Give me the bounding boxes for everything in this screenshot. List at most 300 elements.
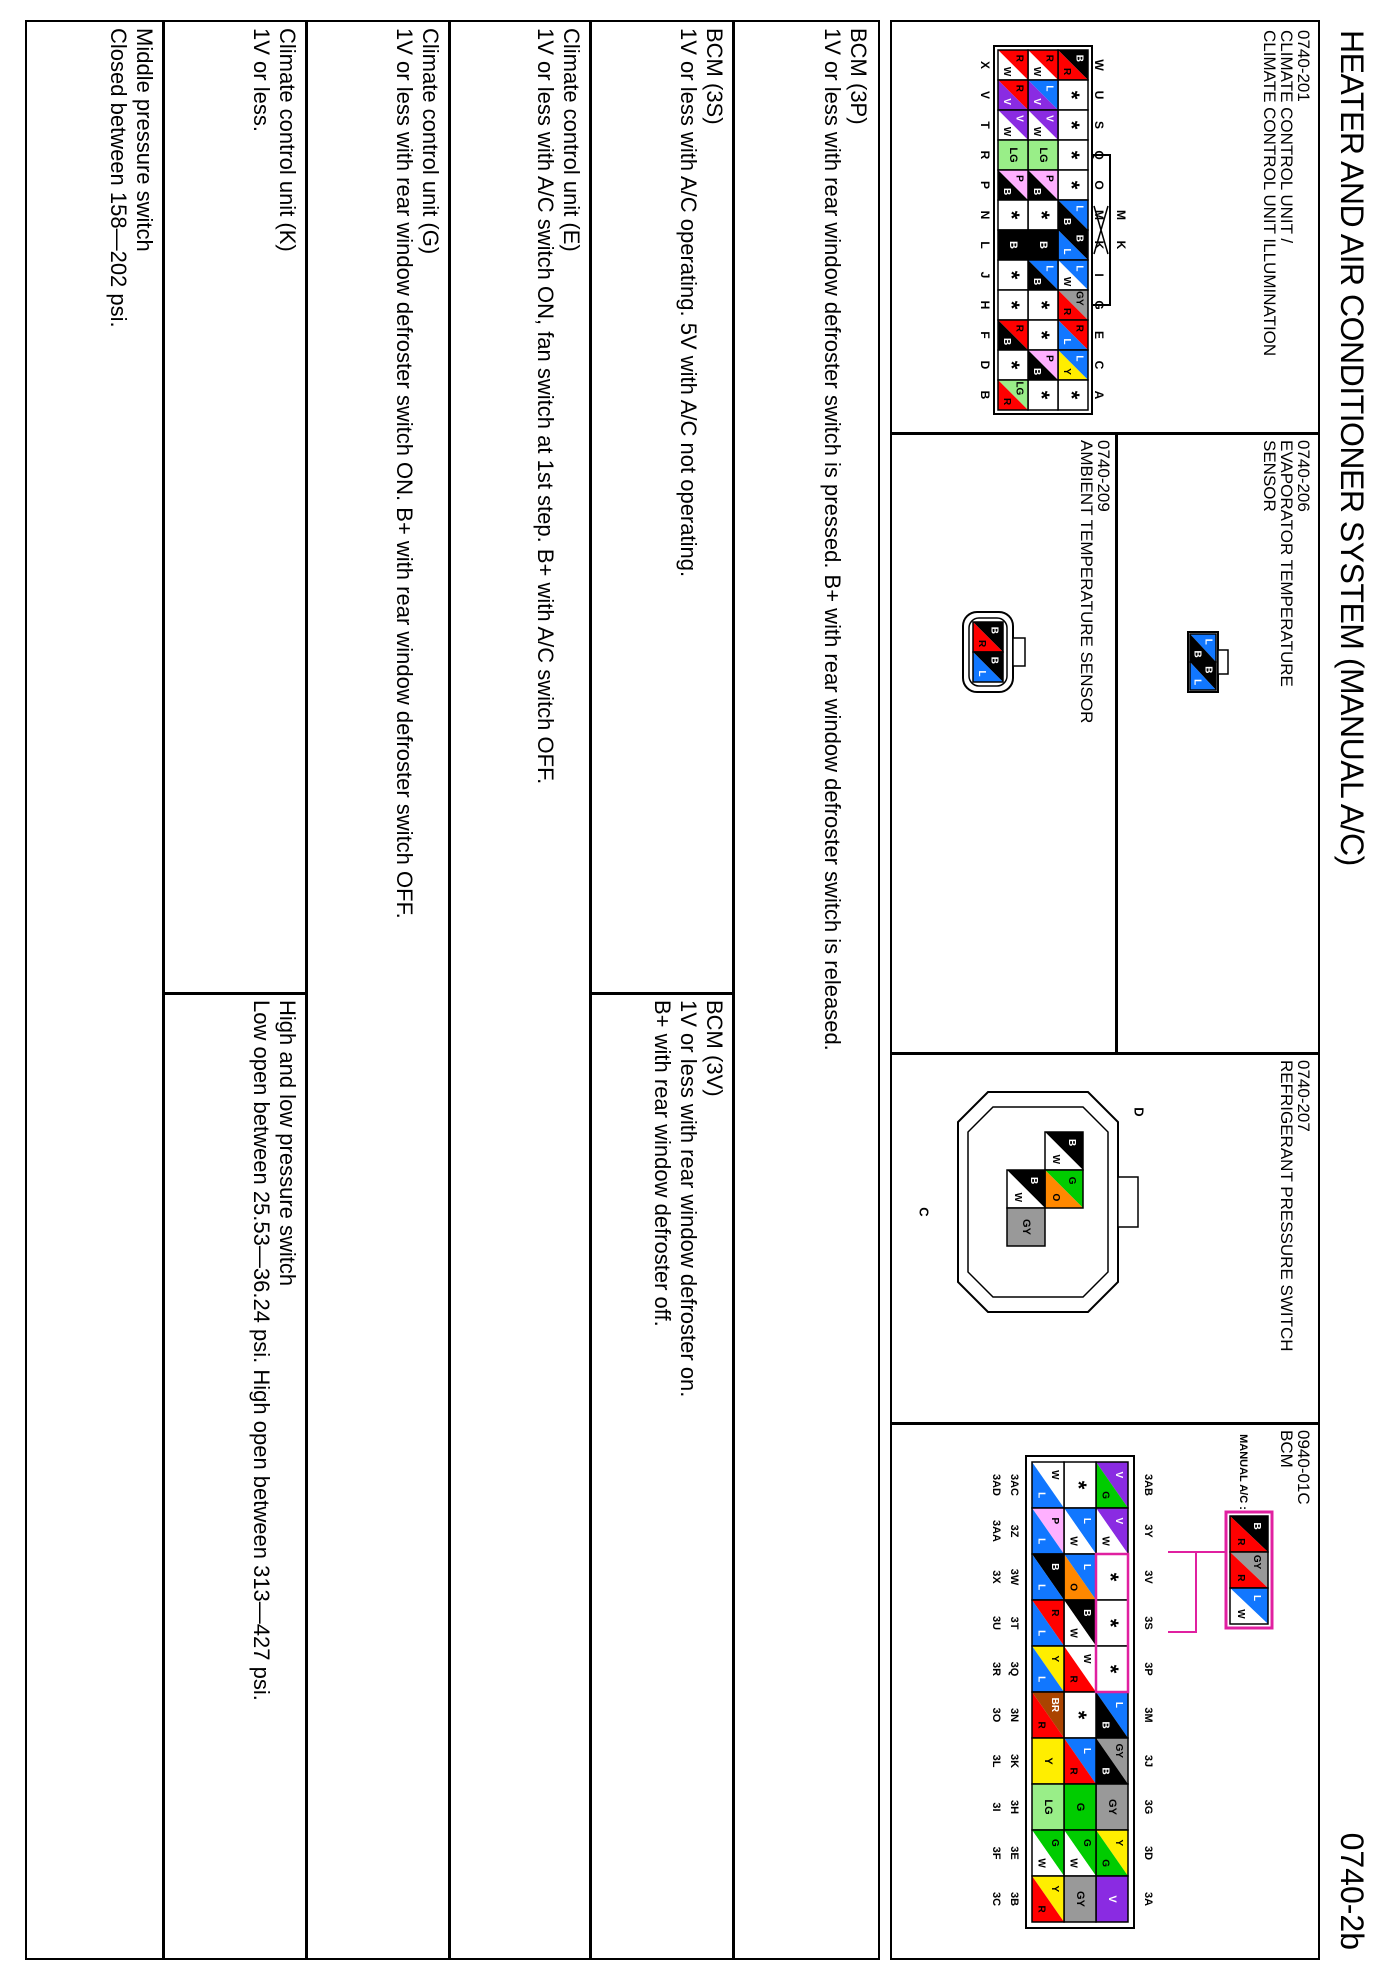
note-high-low-switch-body: Low open between 25.53—36.24 psi. High open between 313—427 psi. (249, 1000, 274, 1701)
terminal-cell (1028, 80, 1058, 110)
wire-stripe-label: W (1067, 1858, 1079, 1868)
bcm-pin-label: 3D (1142, 1845, 1155, 1861)
connector-201-code: 0740-201 (1294, 30, 1313, 102)
terminal-cell (1058, 290, 1088, 320)
bcm-pin-label: 3B (1008, 1891, 1021, 1907)
bcm-pin-label: 3A (1142, 1891, 1155, 1907)
wire-color-label: R (1073, 324, 1085, 333)
wire-stripe-label: L (1035, 1538, 1047, 1545)
wire-color-label: B (1027, 1177, 1039, 1185)
empty-terminal-mark: * (999, 210, 1025, 220)
wire-color-label: L (1073, 205, 1085, 212)
wire-stripe-label: L (975, 670, 987, 677)
wire-stripe-label: W (1030, 126, 1042, 137)
terminal-cell (1058, 80, 1088, 110)
wire-stripe-label: W (1049, 1154, 1061, 1165)
pin-label-c: C (916, 1207, 932, 1217)
terminal-cell (1064, 1600, 1096, 1646)
wire-stripe-label: V (1030, 98, 1042, 105)
wire-color-label: G (1065, 1176, 1077, 1185)
wire-color-label: GY (1074, 1891, 1087, 1907)
note-bcm-3s-body: 1V or less with A/C operating. 5V with A/C not operating. (676, 28, 701, 578)
bcm-pin-label: 3P (1142, 1662, 1155, 1676)
bcm-pin-label: 3O (990, 1707, 1003, 1723)
wire-stripe-label: W (1067, 1628, 1079, 1638)
terminal-cell (998, 200, 1028, 230)
page-title: HEATER AND AIR CONDITIONER SYSTEM (MANUAL A/C) (1334, 30, 1370, 866)
pin-row1-label: K (1091, 240, 1106, 250)
wire-color-label: R (1013, 54, 1025, 63)
terminal-cell (998, 110, 1028, 140)
empty-terminal-mark: * (1029, 210, 1055, 220)
bcm-pin-label: 3S (1142, 1616, 1155, 1630)
terminal-cell (1058, 200, 1088, 230)
terminal-cell (1058, 260, 1088, 290)
wire-color-label: B (988, 626, 1000, 635)
wire-color-label: B (1080, 1609, 1092, 1617)
wire-color-label: G (1080, 1838, 1092, 1847)
wire-color-label: LG (1042, 1799, 1055, 1815)
terminal-cell (1028, 350, 1058, 380)
note-middle-switch-title: Middle pressure switch (132, 28, 157, 252)
bcm-pin-label: 3AD (990, 1473, 1003, 1497)
wire-stripe-label: B (1000, 337, 1012, 346)
wire-color-label: GY (1106, 1799, 1119, 1815)
pin-row1-label: A (1091, 390, 1106, 400)
bcm-pin-label: 3N (1008, 1707, 1021, 1723)
connector-206-code: 0740-206 (1294, 440, 1313, 512)
bcm-pin-label: 3X (990, 1570, 1003, 1584)
wire-color-label: L (1250, 1595, 1262, 1602)
wire-stripe-label: W (1030, 66, 1042, 77)
terminal-cell (1032, 1738, 1064, 1784)
connector-201-diagram (888, 42, 1128, 432)
wire-color-label: L (1043, 265, 1055, 272)
terminal-cell (1096, 1508, 1128, 1554)
pin-row1-label: Q (1091, 150, 1106, 160)
pin-row3-label: H (977, 300, 992, 310)
wire-color-label: GY (1073, 291, 1085, 306)
note-ccu-k-body: 1V or less. (249, 28, 274, 132)
pin-row1-label: I (1091, 273, 1106, 277)
page-number: 0740-2b (1334, 1832, 1370, 1950)
wire-stripe-label: Y (1060, 368, 1072, 375)
terminal-cell (998, 80, 1028, 110)
empty-terminal-mark: * (1059, 150, 1085, 160)
wire-stripe-label: W (1060, 276, 1072, 287)
terminal-cell (1028, 50, 1058, 80)
empty-terminal-mark: * (999, 270, 1025, 280)
wire-stripe-label: G (1099, 1491, 1111, 1500)
wire-stripe-label: R (1234, 1574, 1246, 1582)
terminal-cell (1032, 1692, 1064, 1738)
note-ccu-g-body: 1V or less with rear window defroster switch ON. B+ with rear window defroster switch OFF. (392, 28, 417, 919)
connector-201-name: CLIMATE CONTROL UNIT / (1277, 30, 1296, 244)
terminal-cell (1028, 110, 1058, 140)
wire-stripe-label: V (1000, 98, 1012, 105)
terminal-cell (1064, 1876, 1096, 1922)
terminal-cell (973, 652, 1003, 682)
terminal-cell (1058, 350, 1088, 380)
terminal-cell (1007, 1170, 1045, 1208)
terminal-cell (1028, 230, 1058, 260)
pin-row1-label: G (1091, 300, 1106, 310)
connector-207-name: REFRIGERANT PRESSURE SWITCH (1277, 1060, 1296, 1352)
terminal-cell (1096, 1462, 1128, 1508)
wire-stripe-label: B (1099, 1767, 1111, 1775)
terminal-cell (1096, 1876, 1128, 1922)
terminal-cell (1064, 1830, 1096, 1876)
wire-stripe-label: R (1035, 1721, 1047, 1729)
wire-stripe-label: G (1099, 1859, 1111, 1868)
terminal-cell (1032, 1554, 1064, 1600)
terminal-cell (1096, 1830, 1128, 1876)
note-ccu-e-title: Climate control unit (E) (559, 28, 584, 252)
terminal-cell (998, 140, 1028, 170)
note-bcm-3p-title: BCM (3P) (846, 28, 871, 125)
wire-stripe-label: R (1067, 1675, 1079, 1683)
terminal-cell (1032, 1646, 1064, 1692)
connector-01c-name: BCM (1277, 1430, 1296, 1468)
empty-terminal-mark: * (1029, 330, 1055, 340)
terminal-cell (1007, 1208, 1045, 1246)
terminal-cell (1064, 1508, 1096, 1554)
wire-color-label: GY (1020, 1219, 1033, 1235)
terminal-cell (1058, 170, 1088, 200)
terminal-cell (1096, 1646, 1128, 1692)
pin-row3-label: N (977, 210, 992, 220)
bcm-pin-label: 3L (990, 1754, 1003, 1768)
terminal-cell (998, 320, 1028, 350)
bcm-pin-label: 3Q (1008, 1661, 1021, 1677)
wire-stripe-label: B (1191, 650, 1203, 658)
bcm-pin-label: 3M (1142, 1707, 1155, 1723)
wire-color-label: V (1112, 1517, 1124, 1525)
pin-row3-label: V (977, 90, 992, 100)
connector-panel (890, 20, 1320, 1960)
wire-color-label: R (1013, 84, 1025, 93)
connector-206-latch (1218, 650, 1228, 674)
terminal-cell (1064, 1692, 1096, 1738)
empty-terminal-mark: * (1029, 390, 1055, 400)
wire-stripe-label: L (1035, 1492, 1047, 1499)
wire-stripe-label: L (1060, 248, 1072, 255)
connector-209-name: AMBIENT TEMPERATURE SENSOR (1077, 440, 1096, 724)
note-middle-switch-body: Closed between 158—202 psi. (106, 28, 131, 328)
terminal-cell (998, 260, 1028, 290)
wire-color-label: B (1048, 1563, 1060, 1571)
wire-color-label: LG (1037, 147, 1050, 163)
note-bcm-3v-line2: B+ with rear window defroster off. (650, 1000, 675, 1327)
terminal-cell (1058, 320, 1088, 350)
wire-color-label: BR (1048, 1697, 1060, 1713)
wire-color-label: B (1065, 1139, 1077, 1147)
pin-row3-label: T (977, 121, 992, 129)
wire-stripe-label: W (1000, 126, 1012, 137)
wire-stripe-label: W (1234, 1609, 1246, 1619)
connector-209-latch (1013, 638, 1025, 666)
wire-color-label: P (1013, 175, 1025, 182)
pin-row1-label: S (1091, 120, 1106, 130)
empty-terminal-mark: * (1029, 300, 1055, 310)
pin-row1-label: W (1091, 59, 1106, 71)
empty-terminal-mark: * (1066, 1480, 1092, 1490)
wire-stripe-label: R (975, 639, 987, 648)
wire-stripe-label: B (1030, 187, 1042, 196)
connector-206-name-2: SENSOR (1260, 440, 1279, 512)
empty-terminal-mark: * (999, 360, 1025, 370)
wire-stripe-label: R (1035, 1905, 1047, 1913)
terminal-cell (998, 350, 1028, 380)
wire-stripe-label: W (1000, 66, 1012, 77)
wire-color-label: L (1043, 85, 1055, 92)
connector-206-diagram (1128, 562, 1258, 762)
wire-stripe-label: B (1030, 277, 1042, 286)
wire-color-label: W (1080, 1654, 1092, 1664)
wire-color-label: LG (1013, 381, 1025, 396)
connector-01c-diagram (893, 1432, 1278, 1957)
terminal-cell (1230, 1552, 1268, 1588)
terminal-cell (1064, 1738, 1096, 1784)
empty-terminal-mark: * (1098, 1572, 1124, 1582)
wire-stripe-label: L (1035, 1676, 1047, 1683)
row-divider (733, 22, 736, 1958)
wire-color-label: V (1043, 115, 1055, 122)
connector-206-name: EVAPORATOR TEMPERATURE (1277, 440, 1296, 687)
terminal-cell (1096, 1738, 1128, 1784)
terminal-cell (1028, 320, 1058, 350)
bcm-pin-label: 3I (990, 1802, 1003, 1812)
terminal-cell (998, 230, 1028, 260)
wire-stripe-label: L (1191, 679, 1203, 686)
connector-209-code: 0740-209 (1094, 440, 1113, 512)
wire-color-label: L (1080, 1747, 1092, 1754)
col-divider (165, 992, 308, 995)
wire-stripe-label: R (1060, 67, 1072, 76)
bcm-pin-label: 3F (990, 1846, 1003, 1860)
terminal-cell (1032, 1784, 1064, 1830)
terminal-cell (1032, 1462, 1064, 1508)
bcm-pin-label: 3K (1008, 1753, 1021, 1769)
terminal-cell (1096, 1784, 1128, 1830)
row-divider (306, 22, 309, 1958)
note-ccu-e-body: 1V or less with A/C switch ON, fan switch at 1st step. B+ with A/C switch OFF. (533, 28, 558, 785)
terminal-cell (1064, 1462, 1096, 1508)
pin-row1-label: M (1091, 210, 1106, 220)
wire-stripe-label: L (1035, 1584, 1047, 1591)
terminal-cell (1058, 230, 1088, 260)
bcm-pin-label: 3J (1142, 1754, 1155, 1768)
wire-stripe-label: L (1060, 338, 1072, 345)
notes-table (25, 20, 880, 1960)
divider (892, 1052, 1318, 1055)
wire-color-label: P (1043, 175, 1055, 182)
terminal-cell (1058, 140, 1088, 170)
pin-row3-label: R (977, 150, 992, 160)
wire-color-label: L (1112, 1701, 1124, 1708)
connector-201-name-2: CLIMATE CONTROL UNIT ILLUMINATION (1260, 30, 1279, 357)
terminal-cell (1058, 110, 1088, 140)
wire-color-label: G (1074, 1802, 1087, 1812)
wire-stripe-label: W (1067, 1536, 1079, 1546)
pin-label-m: M (1113, 210, 1128, 220)
wire-color-label: R (1013, 324, 1025, 333)
connector-209-diagram (898, 542, 1073, 762)
pin-row3-label: L (977, 241, 992, 249)
wire-stripe-label: W (1035, 1858, 1047, 1868)
note-ccu-g-title: Climate control unit (G) (418, 28, 443, 255)
empty-terminal-mark: * (1059, 90, 1085, 100)
terminal-cell (1028, 140, 1058, 170)
connector-207-code: 0740-207 (1294, 1060, 1313, 1132)
wire-color-label: Y (1042, 1757, 1055, 1765)
terminal-cell (1028, 200, 1058, 230)
terminal-cell (973, 622, 1003, 652)
wire-color-label: B (1250, 1522, 1262, 1530)
wire-color-label: B (1202, 666, 1214, 674)
terminal-cell (1190, 634, 1216, 662)
divider (892, 1422, 1318, 1425)
terminal-cell (1045, 1170, 1083, 1208)
connector-207-latch (1118, 1177, 1138, 1227)
terminal-cell (1028, 170, 1058, 200)
terminal-cell (998, 380, 1028, 410)
terminal-cell (1028, 260, 1058, 290)
terminal-cell (1032, 1876, 1064, 1922)
note-ccu-k-title: Climate control unit (K) (275, 28, 300, 252)
terminal-cell (998, 170, 1028, 200)
empty-terminal-mark: * (1098, 1618, 1124, 1628)
bcm-pin-label: 3AB (1142, 1473, 1155, 1497)
bcm-pin-label: 3G (1142, 1799, 1155, 1815)
row-divider (449, 22, 452, 1958)
divider (892, 432, 1318, 435)
bcm-pin-label: 3AA (990, 1519, 1003, 1543)
wire-color-label: B (988, 656, 1000, 665)
wire-stripe-label: R (1234, 1538, 1246, 1546)
terminal-cell (1032, 1830, 1064, 1876)
note-bcm-3p-body: 1V or less with rear window defroster switch is pressed. B+ with rear window defroster switch is released. (820, 28, 845, 1051)
wire-color-label: L (1202, 638, 1214, 645)
wire-stripe-label: B (1030, 367, 1042, 376)
pin-row1-label: U (1091, 90, 1106, 100)
divider (1116, 432, 1119, 1052)
terminal-cell (998, 290, 1028, 320)
wire-stripe-label: W (1011, 1192, 1023, 1203)
wire-color-label: Y (1048, 1655, 1060, 1663)
terminal-cell (1058, 380, 1088, 410)
wire-color-label: V (1112, 1471, 1124, 1479)
bcm-pin-label: 3AC (1008, 1473, 1021, 1497)
empty-terminal-mark: * (1098, 1664, 1124, 1674)
terminal-cell (1058, 50, 1088, 80)
bcm-pin-label: 3R (990, 1661, 1003, 1677)
wire-color-label: Y (1112, 1839, 1124, 1847)
col-divider (592, 992, 735, 995)
wire-color-label: L (1073, 265, 1085, 272)
pin-row3-label: B (977, 390, 992, 400)
wire-color-label: P (1048, 1517, 1060, 1525)
wire-stripe-label: R (1060, 307, 1072, 316)
manual-ac-label: MANUAL A/C : (1237, 1434, 1250, 1510)
pin-row3-label: J (977, 271, 992, 279)
pin-row3-label: D (977, 360, 992, 370)
empty-terminal-mark: * (999, 300, 1025, 310)
bcm-pin-label: 3V (1142, 1570, 1155, 1584)
wire-stripe-label: W (1099, 1536, 1111, 1546)
terminal-cell (1096, 1600, 1128, 1646)
wire-color-label: Y (1048, 1885, 1060, 1893)
row-divider (163, 22, 166, 1958)
wire-color-label: R (1048, 1609, 1060, 1617)
wire-color-label: G (1048, 1838, 1060, 1847)
manual-ac-link (1168, 1552, 1226, 1632)
terminal-cell (1028, 380, 1058, 410)
note-bcm-3v-title: BCM (3V) (702, 1000, 727, 1097)
terminal-cell (1230, 1588, 1268, 1624)
terminal-cell (1096, 1554, 1128, 1600)
bcm-pin-label: 3U (990, 1615, 1003, 1631)
wire-color-label: B (1073, 234, 1085, 243)
wire-color-label: W (1048, 1470, 1060, 1480)
terminal-cell (1028, 290, 1058, 320)
wire-color-label: P (1043, 355, 1055, 362)
terminal-cell (1190, 662, 1216, 690)
wire-color-label: GY (1250, 1554, 1262, 1570)
wire-stripe-label: O (1067, 1583, 1079, 1592)
terminal-cell (1064, 1784, 1096, 1830)
note-bcm-3v-line1: 1V or less with rear window defroster on. (676, 1000, 701, 1398)
pin-row1-label: C (1091, 360, 1106, 370)
wire-stripe-label: O (1049, 1193, 1061, 1202)
wire-color-label: V (1106, 1895, 1119, 1903)
terminal-cell (1230, 1516, 1268, 1552)
bcm-pin-label: 3Z (1008, 1524, 1021, 1538)
bcm-pin-label: 3T (1008, 1616, 1021, 1630)
wire-color-label: L (1080, 1517, 1092, 1524)
wire-color-label: R (1043, 54, 1055, 63)
terminal-cell (1064, 1554, 1096, 1600)
pin-row1-label: E (1091, 330, 1106, 340)
wire-color-label: L (1080, 1563, 1092, 1570)
wire-color-label: GY (1112, 1743, 1124, 1759)
bcm-pin-label: 3W (1008, 1568, 1021, 1586)
terminal-cell (1064, 1646, 1096, 1692)
connector-01c-code: 0940-01C (1294, 1430, 1313, 1505)
wire-color-label: LG (1007, 147, 1020, 163)
pin-label-d: D (1131, 1107, 1147, 1117)
terminal-cell (1032, 1600, 1064, 1646)
wire-stripe-label: R (1067, 1767, 1079, 1775)
note-high-low-switch-title: High and low pressure switch (275, 1000, 300, 1287)
wire-stripe-label: B (1099, 1721, 1111, 1729)
empty-terminal-mark: * (1059, 390, 1085, 400)
terminal-cell (1032, 1508, 1064, 1554)
row-divider (590, 22, 593, 1958)
pin-row3-label: P (977, 180, 992, 190)
connector-207-diagram (898, 1082, 1178, 1402)
bcm-pin-label: 3E (1008, 1846, 1021, 1860)
terminal-cell (1096, 1692, 1128, 1738)
wire-stripe-label: B (1060, 217, 1072, 226)
bcm-pin-label: 3Y (1142, 1524, 1155, 1538)
pin-row3-label: X (977, 60, 992, 70)
terminal-cell (998, 50, 1028, 80)
wire-color-label: B (1007, 241, 1020, 249)
wire-color-label: V (1013, 115, 1025, 122)
empty-terminal-mark: * (1059, 180, 1085, 190)
bcm-pin-label: 3H (1008, 1799, 1021, 1815)
